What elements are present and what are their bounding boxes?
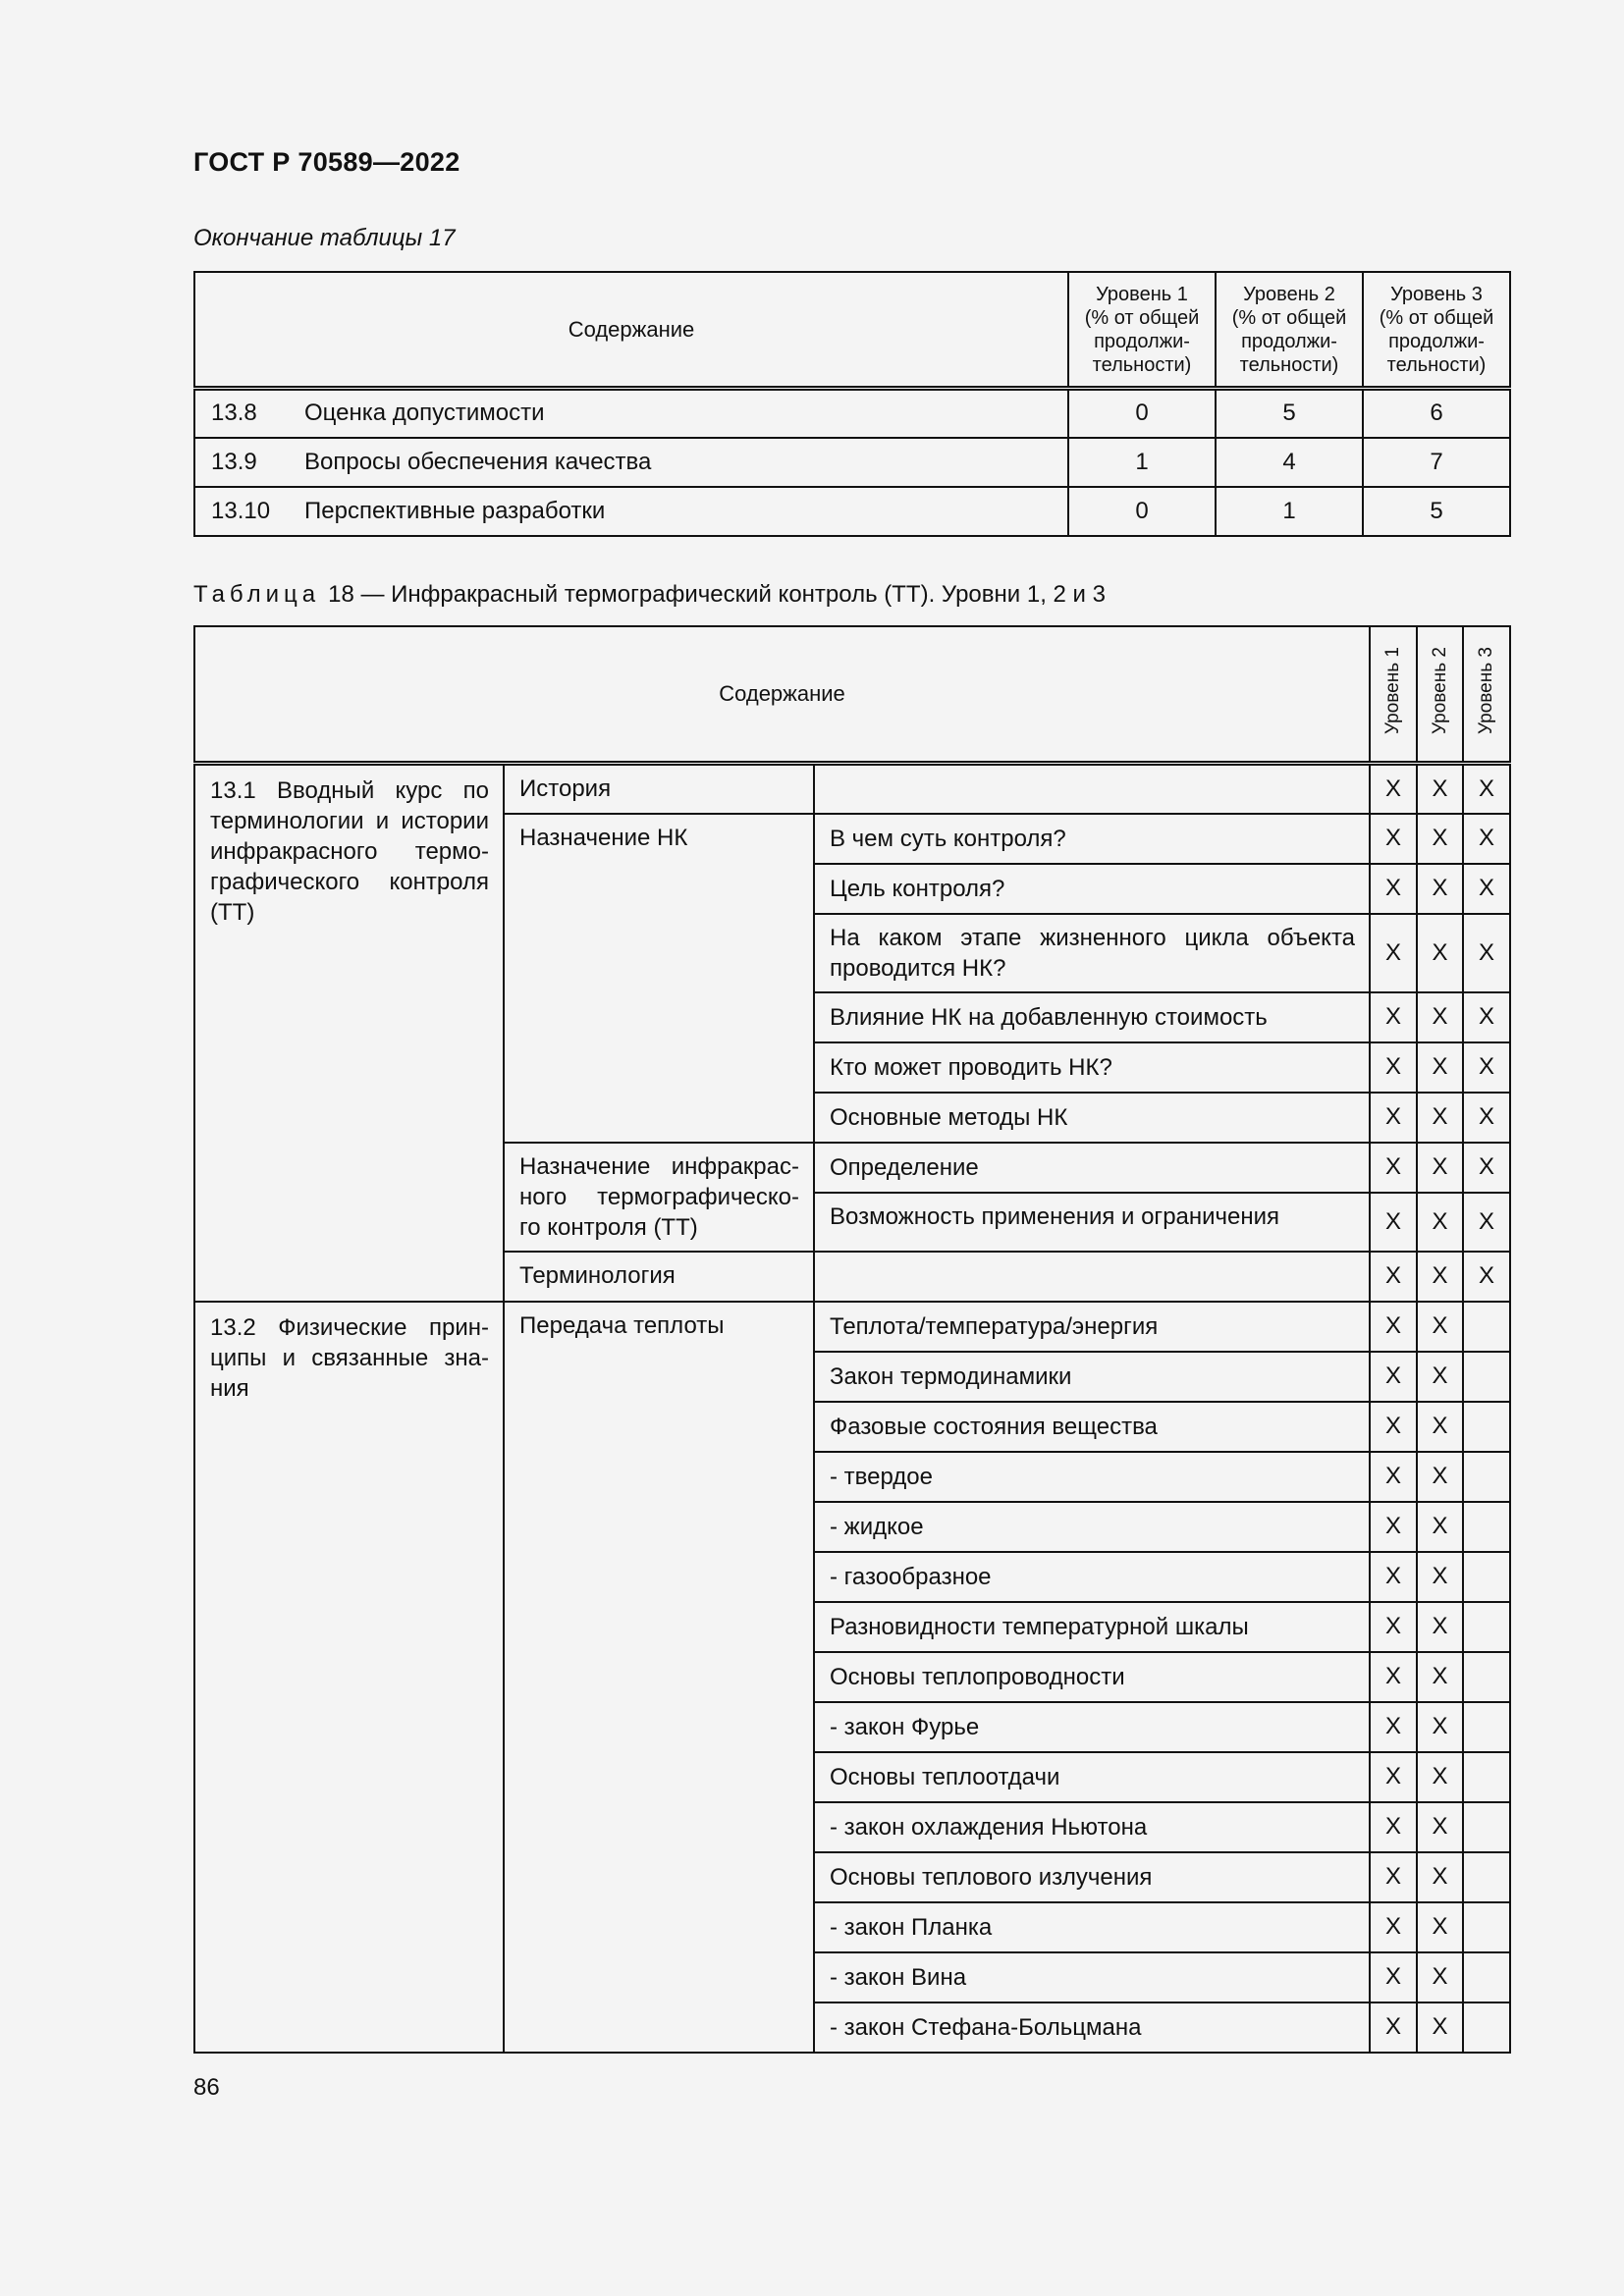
level3-mark xyxy=(1463,1452,1510,1502)
level1-mark: X xyxy=(1370,1452,1417,1502)
level1-mark: X xyxy=(1370,1752,1417,1802)
table17-header-level3 xyxy=(1363,272,1510,389)
level3-mark xyxy=(1463,1602,1510,1652)
section-line: графического контроля xyxy=(210,869,489,895)
item-text: - закон Планка xyxy=(814,1902,1370,1952)
level1-mark: X xyxy=(1370,1702,1417,1752)
item-line: На каком этапе жизненного цикла объекта xyxy=(830,924,1356,951)
table18-header-level1 xyxy=(1370,626,1417,764)
item-text: Основы теплоотдачи xyxy=(814,1752,1370,1802)
level3-mark: X xyxy=(1463,1252,1510,1302)
subsection-line: Терминология xyxy=(519,1261,676,1289)
level1-value: 1 xyxy=(1068,438,1216,487)
table-17 xyxy=(193,271,1511,537)
level2-mark: X xyxy=(1417,1093,1463,1143)
row-number: 13.8 xyxy=(211,400,257,427)
level2-mark: X xyxy=(1417,1352,1463,1402)
item-text: Основы теплопроводности xyxy=(814,1652,1370,1702)
subsection-nk-purpose xyxy=(504,814,814,1143)
item-text xyxy=(814,764,1370,814)
section-line: инфракрасного термо- xyxy=(210,838,489,865)
level3-mark xyxy=(1463,1302,1510,1352)
level3-mark xyxy=(1463,1902,1510,1952)
level2-mark: X xyxy=(1417,1752,1463,1802)
subsection-heat-transfer xyxy=(504,1302,814,2053)
level2-mark: X xyxy=(1417,914,1463,992)
table-row xyxy=(194,764,1510,814)
level1-mark: X xyxy=(1370,1352,1417,1402)
level1-mark: X xyxy=(1370,1042,1417,1093)
level3-mark xyxy=(1463,1502,1510,1552)
item-text: - закон Стефана-Больцмана xyxy=(814,2002,1370,2053)
row-title: Перспективные разработки xyxy=(304,497,606,524)
level1-mark: X xyxy=(1370,1252,1417,1302)
level1-mark: X xyxy=(1370,992,1417,1042)
level3-mark: X xyxy=(1463,814,1510,864)
level2-mark: X xyxy=(1417,1042,1463,1093)
header-label: Уровень 2 xyxy=(1429,646,1450,735)
level3-mark xyxy=(1463,2002,1510,2053)
page-number: 86 xyxy=(193,2074,220,2101)
level2-mark: X xyxy=(1417,1802,1463,1852)
header-line: Уровень 3 xyxy=(1390,283,1483,305)
header-line: продолжи- xyxy=(1241,330,1337,352)
item-text: Кто может проводить НК? xyxy=(814,1042,1370,1093)
header-line: тельности) xyxy=(1239,353,1339,376)
item-text: - закон Фурье xyxy=(814,1702,1370,1752)
table-row xyxy=(194,1302,1510,1352)
table17-header-level2 xyxy=(1216,272,1363,389)
level3-mark xyxy=(1463,1352,1510,1402)
level2-mark: X xyxy=(1417,2002,1463,2053)
level2-value: 4 xyxy=(1216,438,1363,487)
level1-mark: X xyxy=(1370,1852,1417,1902)
level2-mark: X xyxy=(1417,1652,1463,1702)
level1-mark: X xyxy=(1370,1802,1417,1852)
level3-value: 6 xyxy=(1363,389,1510,438)
level1-value: 0 xyxy=(1068,389,1216,438)
level1-mark: X xyxy=(1370,1902,1417,1952)
table-row xyxy=(194,438,1510,487)
subsection-line: Назначение инфракрас- xyxy=(519,1152,799,1180)
row-number: 13.10 xyxy=(211,497,271,524)
level3-mark xyxy=(1463,1552,1510,1602)
level3-mark: X xyxy=(1463,1093,1510,1143)
item-text: Закон термодинамики xyxy=(814,1352,1370,1402)
document-id: ГОСТ Р 70589—2022 xyxy=(193,147,460,177)
table18-caption-word: Таблица xyxy=(193,581,321,608)
level2-mark: X xyxy=(1417,814,1463,864)
level3-mark: X xyxy=(1463,1193,1510,1252)
item-text: Влияние НК на добавленную стоимость xyxy=(814,992,1370,1042)
section-line: 13.1 Вводный курс по xyxy=(210,777,489,804)
subsection-terminology xyxy=(504,1252,814,1302)
level2-value: 5 xyxy=(1216,389,1363,438)
level2-mark: X xyxy=(1417,1452,1463,1502)
level2-mark: X xyxy=(1417,1193,1463,1252)
section-line: ния xyxy=(210,1374,249,1402)
section-line: терминологии и истории xyxy=(210,808,489,834)
level3-mark xyxy=(1463,1652,1510,1702)
subsection-line: Назначение НК xyxy=(519,824,688,851)
level2-mark: X xyxy=(1417,1252,1463,1302)
section-13-2 xyxy=(194,1302,504,2053)
level2-mark: X xyxy=(1417,1602,1463,1652)
row-label xyxy=(194,438,1068,487)
header-line: тельности) xyxy=(1092,353,1192,376)
item-text: Теплота/температура/энергия xyxy=(814,1302,1370,1352)
item-text: - жидкое xyxy=(814,1502,1370,1552)
header-label: Уровень 3 xyxy=(1476,646,1497,735)
item-text xyxy=(814,914,1370,992)
table17-caption: Окончание таблицы 17 xyxy=(193,225,456,251)
level2-mark: X xyxy=(1417,992,1463,1042)
subsection-history xyxy=(504,764,814,814)
item-text: - газообразное xyxy=(814,1552,1370,1602)
level3-mark xyxy=(1463,1952,1510,2002)
header-line: (% от общей xyxy=(1379,306,1494,329)
table-row xyxy=(194,389,1510,438)
item-text xyxy=(814,1252,1370,1302)
level2-mark: X xyxy=(1417,764,1463,814)
level1-mark: X xyxy=(1370,764,1417,814)
item-text: Определение xyxy=(814,1143,1370,1193)
level2-mark: X xyxy=(1417,1502,1463,1552)
level1-mark: X xyxy=(1370,1652,1417,1702)
table18-header-level3 xyxy=(1463,626,1510,764)
table17-header-level1 xyxy=(1068,272,1216,389)
level3-mark xyxy=(1463,1702,1510,1752)
header-label: Уровень 1 xyxy=(1382,646,1404,735)
table18-header-level2 xyxy=(1417,626,1463,764)
item-text: - твердое xyxy=(814,1452,1370,1502)
level1-mark: X xyxy=(1370,864,1417,914)
level2-value: 1 xyxy=(1216,487,1363,536)
level1-mark: X xyxy=(1370,1502,1417,1552)
item-text: Фазовые состояния вещества xyxy=(814,1402,1370,1452)
level3-mark xyxy=(1463,1852,1510,1902)
level3-mark: X xyxy=(1463,992,1510,1042)
level3-mark: X xyxy=(1463,764,1510,814)
level3-mark xyxy=(1463,1802,1510,1852)
header-line: тельности) xyxy=(1386,353,1487,376)
row-label xyxy=(194,487,1068,536)
level1-value: 0 xyxy=(1068,487,1216,536)
row-title: Оценка допустимости xyxy=(304,400,545,427)
row-number: 13.9 xyxy=(211,448,257,475)
level3-mark: X xyxy=(1463,864,1510,914)
level1-mark: X xyxy=(1370,1552,1417,1602)
level1-mark: X xyxy=(1370,1193,1417,1252)
item-text: Возможность применения и ограничения xyxy=(814,1193,1370,1252)
row-label xyxy=(194,389,1068,438)
subsection-line: Передача теплоты xyxy=(519,1311,725,1339)
level2-mark: X xyxy=(1417,1402,1463,1452)
level2-mark: X xyxy=(1417,1552,1463,1602)
subsection-line: го контроля (ТТ) xyxy=(519,1213,698,1241)
section-13-1 xyxy=(194,764,504,1302)
item-text: В чем суть контроля? xyxy=(814,814,1370,864)
item-text: Цель контроля? xyxy=(814,864,1370,914)
item-text: - закон охлаждения Ньютона xyxy=(814,1802,1370,1852)
level2-mark: X xyxy=(1417,1952,1463,2002)
level3-mark: X xyxy=(1463,1143,1510,1193)
item-text: Разновидности температурной шкалы xyxy=(814,1602,1370,1652)
table18-caption xyxy=(193,581,1106,609)
item-text: - закон Вина xyxy=(814,1952,1370,2002)
level1-mark: X xyxy=(1370,1143,1417,1193)
level1-mark: X xyxy=(1370,2002,1417,2053)
header-line: Уровень 2 xyxy=(1243,283,1335,305)
table-row xyxy=(194,487,1510,536)
subsection-tt-purpose xyxy=(504,1143,814,1252)
level3-mark xyxy=(1463,1402,1510,1452)
subsection-line: История xyxy=(519,775,612,802)
header-line: (% от общей xyxy=(1231,306,1347,329)
item-line: проводится НК? xyxy=(830,954,1006,982)
row-title: Вопросы обеспечения качества xyxy=(304,448,652,475)
header-line: продолжи- xyxy=(1388,330,1485,352)
level3-mark: X xyxy=(1463,914,1510,992)
level2-mark: X xyxy=(1417,1702,1463,1752)
level2-mark: X xyxy=(1417,1902,1463,1952)
table18-header-content: Содержание xyxy=(194,626,1370,764)
table17-header-content: Содержание xyxy=(194,272,1068,389)
level2-mark: X xyxy=(1417,1852,1463,1902)
level1-mark: X xyxy=(1370,1952,1417,2002)
level3-value: 5 xyxy=(1363,487,1510,536)
level3-mark xyxy=(1463,1752,1510,1802)
section-line: ципы и связанные зна- xyxy=(210,1344,489,1371)
level1-mark: X xyxy=(1370,914,1417,992)
item-text: Основные методы НК xyxy=(814,1093,1370,1143)
table-18 xyxy=(193,625,1511,2054)
level1-mark: X xyxy=(1370,1093,1417,1143)
section-line: 13.2 Физические прин- xyxy=(210,1313,489,1341)
level1-mark: X xyxy=(1370,814,1417,864)
level3-mark: X xyxy=(1463,1042,1510,1093)
item-text: Основы теплового излучения xyxy=(814,1852,1370,1902)
level2-mark: X xyxy=(1417,1302,1463,1352)
section-line: (ТТ) xyxy=(210,899,255,926)
level3-value: 7 xyxy=(1363,438,1510,487)
header-line: Уровень 1 xyxy=(1096,283,1188,305)
level2-mark: X xyxy=(1417,864,1463,914)
level1-mark: X xyxy=(1370,1402,1417,1452)
table18-caption-text: 18 — Инфракрасный термографический контроль (ТТ). Уровни 1, 2 и 3 xyxy=(328,581,1106,608)
subsection-line: ного термографическо- xyxy=(519,1183,799,1210)
level2-mark: X xyxy=(1417,1143,1463,1193)
level1-mark: X xyxy=(1370,1302,1417,1352)
header-line: продолжи- xyxy=(1094,330,1190,352)
header-line: (% от общей xyxy=(1084,306,1200,329)
level1-mark: X xyxy=(1370,1602,1417,1652)
